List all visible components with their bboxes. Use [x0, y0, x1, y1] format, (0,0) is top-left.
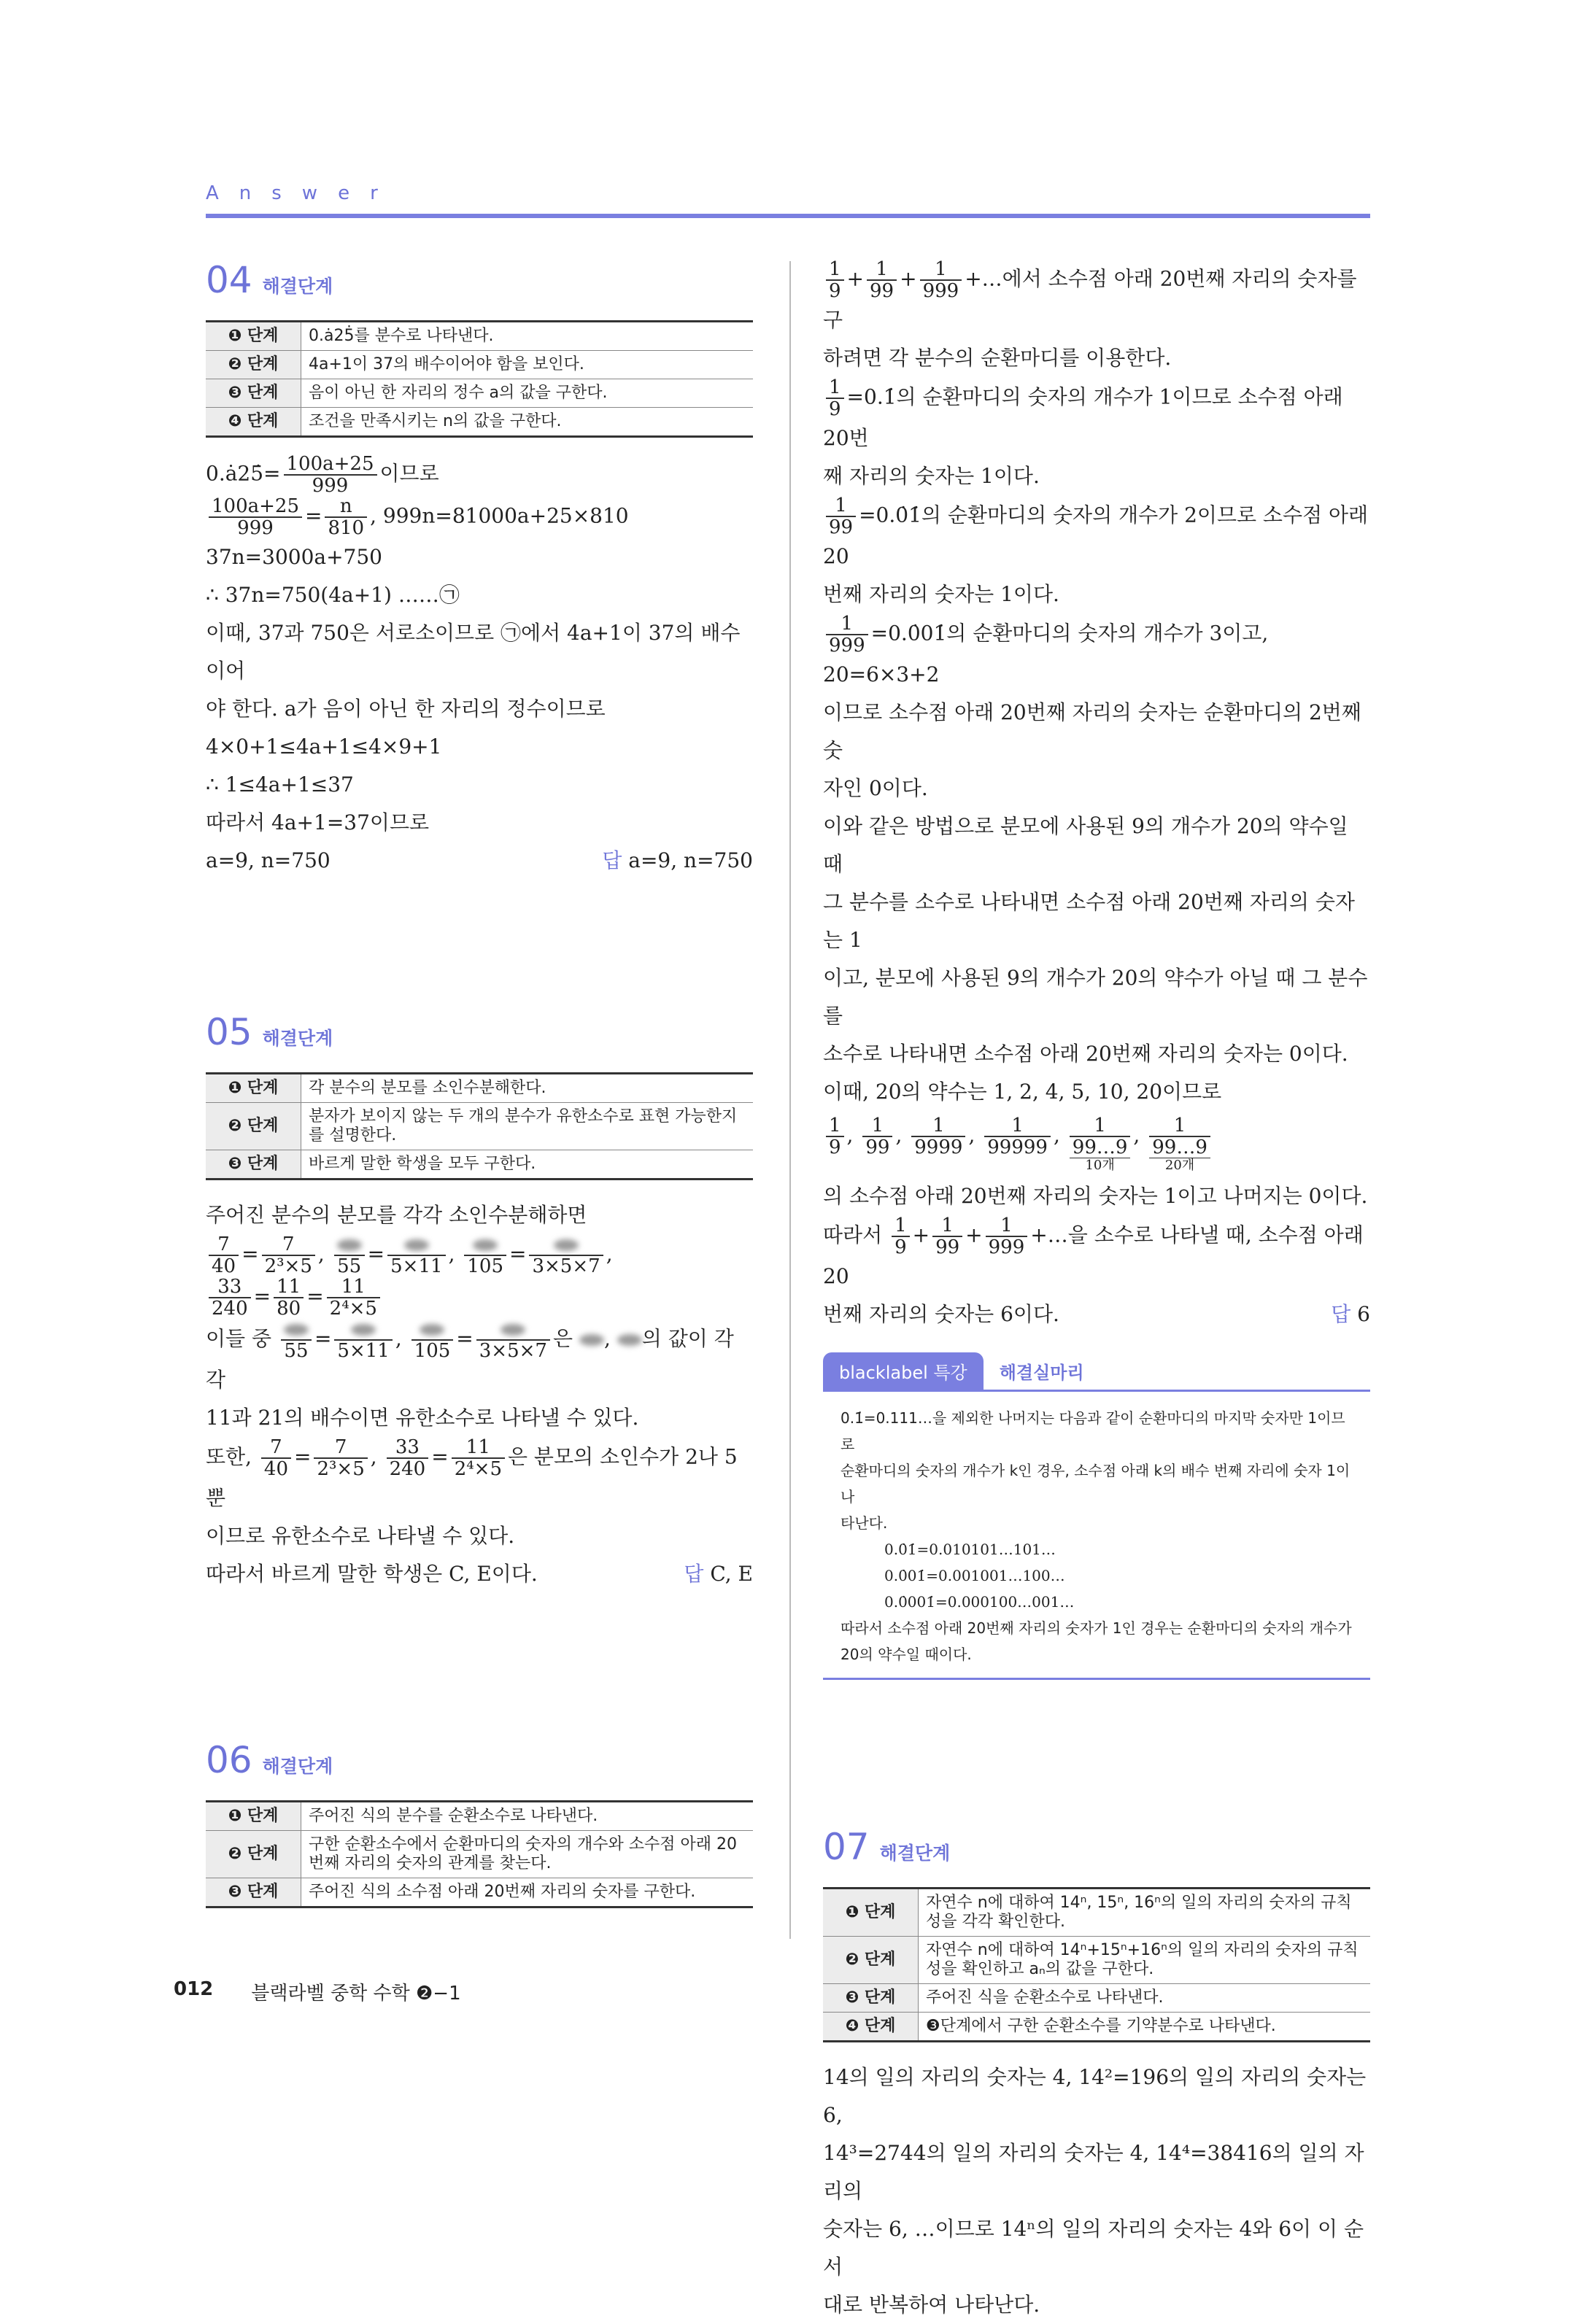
fraction: $\frac{100a+25}{999}$ [209, 496, 302, 538]
answer-row [206, 1555, 753, 1593]
step-label: ❶ 단계 [206, 322, 301, 351]
step-label: ❷ 단계 [823, 1937, 919, 1984]
header-rule [206, 214, 1370, 218]
solution-line: 4×0+1≤4a+1≤4×9+1 [206, 735, 442, 759]
special-tabs [823, 1352, 1370, 1392]
math-text: 0.ȧ25̇= [206, 461, 281, 486]
answer: 답 a=9, n=750 [602, 848, 753, 872]
section-06 [206, 1739, 753, 1908]
step-label: ❹ 단계 [823, 2013, 919, 2042]
solution-line: 이므로 소수점 아래 20번째 자리의 숫자는 순환마디의 2번째 숫 [823, 700, 1361, 762]
step-text: 음이 아닌 한 자리의 정수 a의 값을 구한다. [301, 379, 754, 408]
special-text: 따라서 소수점 아래 20번째 자리의 숫자가 1인 경우는 순환마디의 숫자의 개수가 [841, 1619, 1352, 1637]
solution-line: 대로 반복하여 나타난다. [823, 2293, 1040, 2317]
special-text: 타난다. [841, 1514, 888, 1532]
brace-label: 10개 [1085, 1158, 1115, 1173]
step-label: ❷ 단계 [206, 1103, 301, 1150]
right-column [823, 259, 1370, 2324]
section-title: 해결단계 [879, 1843, 951, 1864]
section-number: 06 [206, 1739, 252, 1781]
step-text: 주어진 식을 순환소수로 나타낸다. [919, 1984, 1371, 2013]
solution-line: 째 자리의 숫자는 1이다. [823, 464, 1040, 488]
solution-line: $\frac{33}{240}$ = $\frac{11}{80}$ = $\frac{11}{\text{2⁴×5}}$ [206, 1277, 753, 1319]
special-tab-label: blacklabel 특강 [823, 1352, 984, 1390]
answer-row [206, 842, 753, 880]
solution-line: 또한, $\frac{7}{40}$ = $\frac{7}{\text{2³×5}}$ , $\frac{33}{240}$ = $\frac{11}{\text{2⁴×5}}$ 은 분모의 소인수가 2나 5뿐 [206, 1436, 738, 1510]
solution-line: 숫자는 6, …이므로 14ⁿ의 일의 자리의 숫자는 4와 6이 이 순서 [823, 2217, 1364, 2279]
solution-line: 의 소수점 아래 20번째 자리의 숫자는 1이고 나머지는 0이다. [823, 1184, 1368, 1208]
fraction: $\frac{n}{810}$ [325, 496, 367, 538]
solution-line [206, 454, 753, 496]
step-label: ❷ 단계 [206, 1831, 301, 1878]
steps-table [206, 320, 753, 438]
step-text: 자연수 n에 대하여 14ⁿ, 15ⁿ, 16ⁿ의 일의 자리의 숫자의 규칙성을 각각 확인한다. [919, 1889, 1371, 1937]
solution-line: $\frac{1}{999}$ =0.0̇01̇의 순환마디의 숫자의 개수가 3이고, 20=6×3+2 [823, 613, 1269, 686]
step-text: 4a+1이 37의 배수이어야 함을 보인다. [301, 351, 754, 379]
solution-line: 따라서 바르게 말한 학생은 C, E이다. [206, 1562, 538, 1586]
solution-line: $\frac{100a+25}{999}$ = $\frac{n}{810}$ , 999n=81000a+25×810 [206, 496, 753, 538]
special-text: 0.1̇=0.111…을 제외한 나머지는 다음과 같이 순환마디의 마지막 숫자만 1이므로 [841, 1409, 1345, 1453]
special-text: 20의 약수일 때이다. [841, 1646, 972, 1663]
blacklabel-special-box [823, 1352, 1370, 1680]
step-label: ❷ 단계 [206, 351, 301, 379]
answer-row [823, 1295, 1370, 1333]
step-text: ❸단계에서 구한 순환소수를 기약분수로 나타낸다. [919, 2013, 1371, 2042]
page-footer [174, 1978, 461, 2005]
step-text: 분자가 보이지 않는 두 개의 분수가 유한소수로 표현 가능한지를 설명한다. [301, 1103, 754, 1150]
section-title: 해결단계 [262, 276, 333, 297]
math-text: , 999n=81000a+25×810 [370, 503, 629, 528]
solution-line: 주어진 분수의 분모를 각각 소인수분해하면 [206, 1203, 587, 1227]
solution-line: 11과 21의 배수이면 유한소수로 나타낼 수 있다. [206, 1406, 639, 1430]
left-column [206, 259, 753, 1924]
solution-line: 따라서 $\frac{1}{9}$ + $\frac{1}{99}$ + $\frac{1}{999}$ +…을 소수로 나타낼 때, 소수점 아래 20 [823, 1215, 1364, 1288]
answer: 답 C, E [684, 1562, 753, 1586]
column-divider [789, 261, 791, 1939]
step-label: ❹ 단계 [206, 408, 301, 437]
section-header [206, 1739, 753, 1781]
solution-line: 야 한다. a가 음이 아닌 한 자리의 정수이므로 [206, 697, 606, 721]
solution-line: ∴ 1≤4a+1≤37 [206, 772, 354, 797]
solution-line: 37n=3000a+750 [206, 545, 382, 569]
section-05 [206, 1011, 753, 1593]
fraction: $\frac{100a+25}{999}$ [284, 454, 377, 496]
section-07 [823, 1826, 1370, 2324]
solution-line: 이와 같은 방법으로 분모에 사용된 9의 개수가 20의 약수일 때 [823, 814, 1348, 876]
solution-line: 번째 자리의 숫자는 1이다. [823, 582, 1059, 606]
special-math: 0.0̇1̇=0.010101…101… [884, 1541, 1056, 1558]
step-text: 자연수 n에 대하여 14ⁿ+15ⁿ+16ⁿ의 일의 자리의 숫자의 규칙성을 확인하고 aₙ의 값을 구한다. [919, 1937, 1371, 1984]
solution-line: 소수로 나타내면 소수점 아래 20번째 자리의 숫자는 0이다. [823, 1042, 1348, 1066]
step-label: ❸ 단계 [206, 1150, 301, 1180]
special-text: 순환마디의 숫자의 개수가 k인 경우, 소수점 아래 k의 배수 번째 자리에 숫자 1이 나 [841, 1462, 1351, 1506]
fraction-list: $\frac{1}{9}$ , $\frac{1}{99}$ , $\frac{1}{9999}$ , $\frac{1}{99999}$ , 1 99…9 10개 , 1 99…9 20개 [823, 1111, 1370, 1177]
solution-line: 이때, 37과 750은 서로소이므로 ㉠에서 4a+1이 37의 배수이어 [206, 621, 741, 683]
steps-table [206, 1800, 753, 1908]
solution-line: ∴ 37n=750(4a+1) ……㉠ [206, 583, 460, 607]
special-math: 0.0̇01̇=0.001001…100… [884, 1567, 1065, 1584]
solution-line: 하려면 각 분수의 순환마디를 이용한다. [823, 346, 1172, 370]
step-text: 주어진 식의 소수점 아래 20번째 자리의 숫자를 구한다. [301, 1878, 754, 1907]
step-text: 0.ȧ25̇를 분수로 나타낸다. [301, 322, 754, 351]
steps-table [823, 1887, 1370, 2042]
step-text: 구한 순환소수에서 순환마디의 숫자의 개수와 소수점 아래 20번째 자리의 숫자의 관계를 찾는다. [301, 1831, 754, 1878]
step-label: ❸ 단계 [823, 1984, 919, 2013]
section-04 [206, 259, 753, 880]
section-number: 07 [823, 1826, 870, 1868]
brace-label: 20개 [1164, 1158, 1195, 1173]
hidden-numerator [337, 1239, 362, 1251]
step-label: ❶ 단계 [206, 1074, 301, 1103]
solution-line: 번째 자리의 숫자는 6이다. [823, 1302, 1059, 1326]
section-number: 04 [206, 259, 252, 301]
step-label: ❸ 단계 [206, 379, 301, 408]
section-number: 05 [206, 1011, 252, 1053]
solution-line: $\frac{1}{99}$ =0.0̇1̇의 순환마디의 숫자의 개수가 2이므로 소수점 아래 20 [823, 495, 1369, 568]
header-title: Answer [206, 182, 398, 204]
answer: 답 6 [1331, 1302, 1370, 1326]
solution-line: $\frac{7}{40}$ = $\frac{7}{\text{2³×5}}$ , 55 = 5×11 , 105 = 3×5×7 , [206, 1234, 753, 1277]
solution-line: 이들 중 55 = 5×11 , 105 = 3×5×7 은 , 의 값이 각각 [206, 1319, 753, 1399]
step-text: 바르게 말한 학생을 모두 구한다. [301, 1150, 754, 1180]
solution-line: $\frac{1}{9}$ =0.1̇의 순환마디의 숫자의 개수가 1이므로 소수점 아래 20번 [823, 376, 1343, 450]
solution-line: 따라서 4a+1=37이므로 [206, 810, 430, 834]
step-label: ❶ 단계 [823, 1889, 919, 1937]
section-header [206, 259, 753, 301]
solution-line: 이때, 20의 약수는 1, 2, 4, 5, 10, 20이므로 [823, 1080, 1222, 1104]
step-label: ❸ 단계 [206, 1878, 301, 1907]
step-text: 각 분수의 분모를 소인수분해한다. [301, 1074, 754, 1103]
step-label: ❶ 단계 [206, 1802, 301, 1831]
step-text: 조건을 만족시키는 n의 값을 구한다. [301, 408, 754, 437]
solution-line: 이고, 분모에 사용된 9의 개수가 20의 약수가 아닐 때 그 분수를 [823, 966, 1368, 1028]
steps-table [206, 1072, 753, 1180]
step-text: 주어진 식의 분수를 순환소수로 나타낸다. [301, 1802, 754, 1831]
solution-line: a=9, n=750 [206, 848, 331, 872]
section-header [206, 1011, 753, 1053]
solution-line: 자인 0이다. [823, 776, 928, 800]
section-title: 해결단계 [262, 1028, 333, 1049]
solution-line: 그 분수를 소수로 나타내면 소수점 아래 20번째 자리의 숫자는 1 [823, 890, 1355, 952]
solution-line: 이므로 유한소수로 나타낼 수 있다. [206, 1524, 515, 1548]
book-title: 블랙라벨 중학 수학 ❷−1 [251, 1983, 461, 2005]
page-number: 012 [174, 1978, 214, 2000]
section-title: 해결단계 [262, 1756, 333, 1777]
solution-line: 14의 일의 자리의 숫자는 4, 14²=196의 일의 자리의 숫자는 6, [823, 2065, 1367, 2127]
special-tab-title: 해결실마리 [999, 1363, 1084, 1383]
special-body [823, 1392, 1370, 1680]
special-math: 0.0̇001̇=0.000100…001… [884, 1593, 1075, 1611]
solution-line: 14³=2744의 일의 자리의 숫자는 4, 14⁴=38416의 일의 자리의 [823, 2141, 1364, 2203]
section-header [823, 1826, 1370, 1868]
math-text: 이므로 [379, 461, 439, 486]
solution-line: $\frac{1}{9}$ + $\frac{1}{99}$ + $\frac{1}{999}$ +…에서 소수점 아래 20번째 자리의 숫자를 구 [823, 258, 1357, 332]
